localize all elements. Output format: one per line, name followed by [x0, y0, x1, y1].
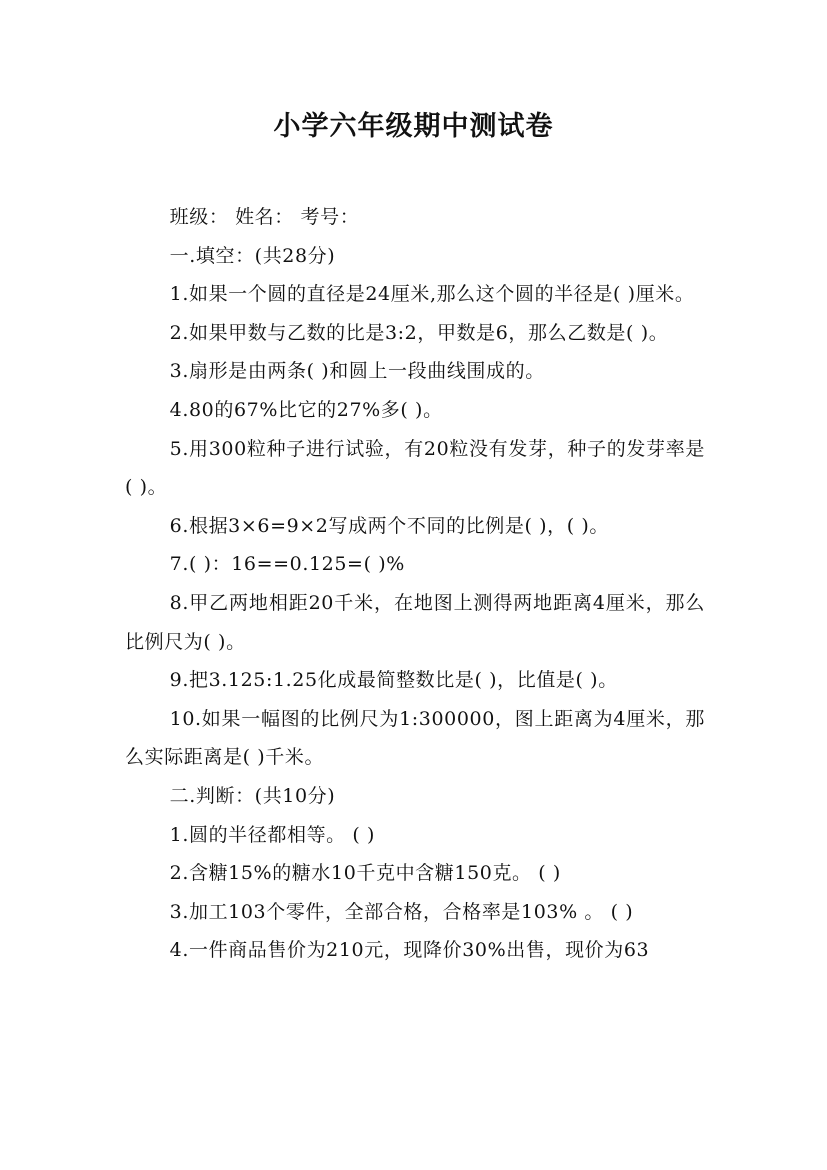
question-fill-8: 8.甲乙两地相距20千米，在地图上测得两地距离4厘米，那么比例尺为( )。: [125, 591, 705, 653]
question-fill-9: 9.把3.125:1.25化成最简整数比是( )，比值是( )。: [169, 669, 618, 692]
question-judge-1: 1.圆的半径都相等。 ( ): [169, 823, 376, 846]
document-title: 小学六年级期中测试卷: [273, 111, 554, 142]
section-heading-fill-in: 一.填空：(共28分): [169, 244, 336, 267]
document-body: [125, 198, 705, 970]
question-fill-4: 4.80的67%比它的27%多( )。: [169, 398, 443, 421]
question-fill-7: 7.( )：16==0.125=( )%: [169, 553, 405, 576]
question-fill-10: 10.如果一幅图的比例尺为1:300000，图上距离为4厘米，那么实际距离是( )千米。: [125, 707, 705, 769]
question-fill-2: 2.如果甲数与乙数的比是3:2，甲数是6，那么乙数是( )。: [169, 321, 669, 344]
question-fill-5: 5.用300粒种子进行试验，有20粒没有发芽，种子的发芽率是( )。: [125, 437, 705, 499]
question-fill-3: 3.扇形是由两条( )和圆上一段曲线围成的。: [169, 360, 545, 383]
question-fill-1: 1.如果一个圆的直径是24厘米,那么这个圆的半径是( )厘米。: [169, 283, 695, 306]
section-heading-judge: 二.判断：(共10分): [169, 784, 336, 807]
question-judge-2: 2.含糖15%的糖水10千克中含糖150克。 ( ): [169, 862, 561, 885]
class-name-id-line: 班级： 姓名： 考号：: [169, 206, 360, 228]
question-judge-3: 3.加工103个零件，全部合格，合格率是103% 。 ( ): [169, 900, 634, 923]
question-fill-6: 6.根据3×6=9×2写成两个不同的比例是( )，( )。: [169, 514, 610, 537]
question-judge-4: 4.一件商品售价为210元，现降价30%出售，现价为63: [169, 939, 650, 962]
